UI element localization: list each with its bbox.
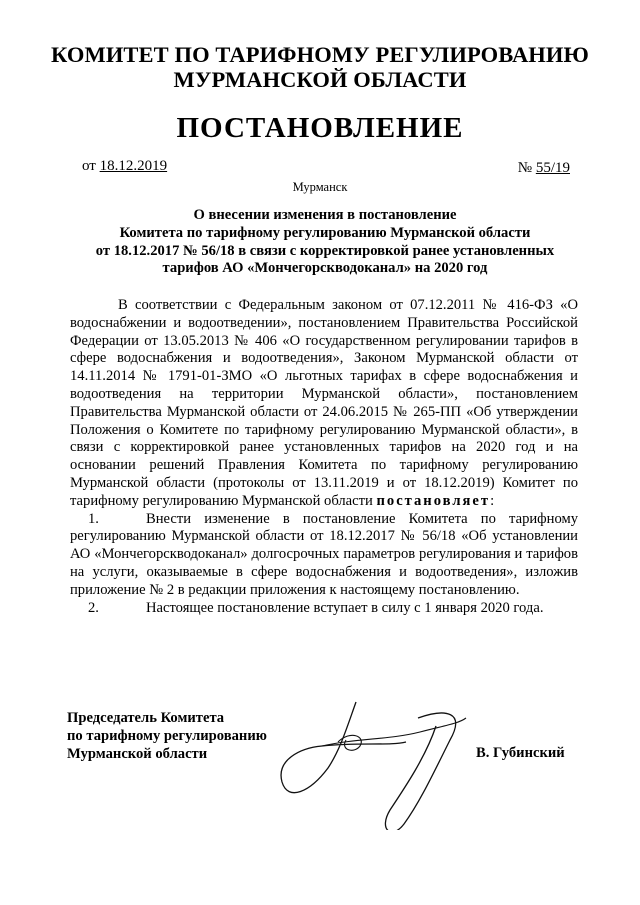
subject-line-2: Комитета по тарифному регулированию Мурманской области	[119, 224, 531, 241]
document-type-title: ПОСТАНОВЛЕНИЕ	[176, 112, 464, 144]
subject-line-3: от 18.12.2017 № 56/18 в связи с корректировкой ранее установленных	[95, 242, 555, 259]
decree-colon: :	[490, 492, 495, 509]
item-number: 1.	[88, 510, 99, 527]
city: Мурманск	[292, 180, 348, 194]
date-value: 18.12.2019	[99, 158, 168, 174]
org-line-1: КОМИТЕТ ПО ТАРИФНОМУ РЕГУЛИРОВАНИЮ	[51, 42, 589, 67]
preamble-paragraph	[70, 297, 578, 511]
document-number	[518, 160, 570, 177]
date-prefix: от	[82, 158, 96, 174]
signatory-title-line-3: Мурманской области	[67, 746, 208, 762]
decree-word: постановляет	[376, 492, 491, 509]
organization-name	[0, 42, 640, 92]
number-value: 55/19	[535, 160, 570, 176]
subject-line-4: тарифов АО «Мончегорскводоканал» на 2020 год	[162, 260, 488, 277]
item-number: 2.	[88, 599, 99, 616]
org-line-2: МУРМАНСКОЙ ОБЛАСТИ	[173, 67, 467, 92]
list-item	[70, 511, 578, 600]
signatory-title	[67, 709, 267, 763]
item-text: Настоящее постановление вступает в силу с 1 января 2020 года.	[146, 599, 544, 616]
signatory-title-line-1: Председатель Комитета	[67, 710, 225, 726]
item-text: Внести изменение в постановление Комитета по тарифному регулированию Мурманской области от 18.12.2017 № 56/18 «Об установлении АО «Мончегорскводоканал» долгосрочных параметров регулирования и тарифов на услуги, оказываемые в сфере водоснабжения и водоотведения», изложив приложение № 2 в редакции приложения к настоящему постановлению.	[70, 510, 578, 598]
number-prefix: №	[517, 160, 533, 176]
document-subject	[60, 207, 590, 278]
signatory-title-line-2: по тарифному регулированию	[67, 728, 267, 744]
handwritten-signature	[270, 690, 480, 830]
document-date	[82, 158, 167, 175]
preamble-text: В соответствии с Федеральным законом от 07.12.2011 № 416-ФЗ «О водоснабжении и водоотведении», постановлением Правительства Российской Федерации от 13.05.2013 № 406 «О государственном регулировании тарифов в сфере водоснабжения и водоотведения», Законом Мурманской области от 14.11.2014 № 1791-01-ЗМО «О льготных тарифах в сфере водоснабжения и водоотведения на территории Мурманской области», постановлением Правительства Мурманской области от 24.06.2015 № 265-ПП «Об утверждении Положения о Комитете по тарифному регулированию Мурманской области», в связи с корректировкой ранее установленных тарифов на 2020 год и на основании решений Правления Комитета по тарифному регулированию Мурманской области (протоколы от 13.11.2019 и от 18.12.2019) Комитет по тарифному регулированию Мурманской области	[70, 297, 578, 509]
signatory-name: В. Губинский	[476, 745, 565, 761]
document-body	[70, 297, 578, 617]
list-item	[70, 600, 578, 618]
subject-line-1: О внесении изменения в постановление	[193, 207, 457, 223]
